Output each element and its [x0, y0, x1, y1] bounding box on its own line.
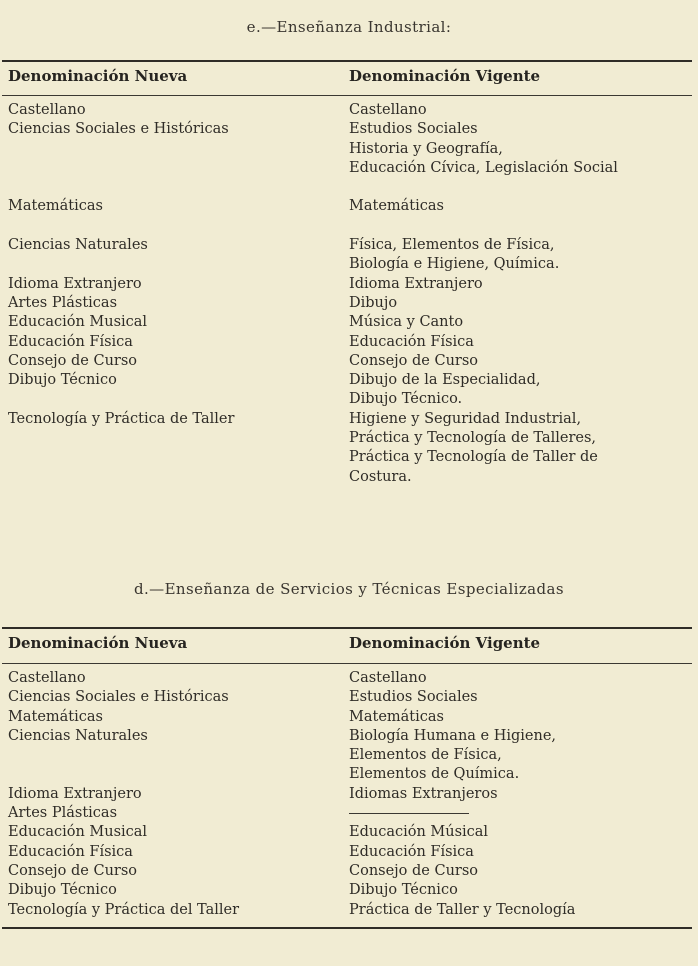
table-row: Dibujo Técnico	[349, 882, 458, 899]
section-e-column-new	[8, 101, 234, 429]
table-row: Práctica y Tecnología de Talleres,	[349, 430, 597, 447]
table-row: Dibujo Técnico	[8, 882, 117, 899]
table-row: Consejo de Curso	[8, 352, 138, 369]
section-d-header-new: Denominación Nueva	[8, 634, 188, 652]
table-row: Elementos de Física,	[349, 747, 502, 764]
table-row: Consejo de Curso	[8, 862, 138, 879]
section-e-title: e.—Enseñanza Industrial:	[246, 18, 452, 36]
table-row	[8, 159, 234, 178]
section-e-header-rule	[2, 95, 692, 96]
table-row	[349, 217, 618, 236]
table-row: Educación Musical	[8, 314, 148, 331]
table-row: Dibujo Técnico	[8, 372, 117, 389]
section-d-column-new	[8, 669, 239, 920]
table-row: Biología e Higiene, Química.	[349, 256, 560, 273]
section-d-bottom-rule	[2, 927, 692, 929]
table-row: Castellano	[349, 670, 427, 686]
table-row: Ciencias Sociales e Históricas	[8, 121, 229, 138]
table-row: Tecnología y Práctica del Taller	[8, 901, 240, 918]
table-row: Educación Física	[8, 843, 133, 860]
table-row: Física, Elementos de Física,	[349, 237, 555, 254]
table-row: Dibujo	[349, 294, 398, 311]
table-row: Estudios Sociales	[349, 121, 478, 138]
table-row	[8, 178, 234, 197]
table-row: Elementos de Química.	[349, 766, 520, 783]
table-row: Idiomas Extranjeros	[349, 785, 498, 802]
section-e-header-new: Denominación Nueva	[8, 67, 188, 85]
table-row: Dibujo de la Especialidad,	[349, 372, 541, 389]
table-row: Matemáticas	[349, 198, 444, 215]
table-row: Idioma Extranjero	[8, 275, 142, 292]
table-row	[8, 255, 234, 274]
table-row: Práctica y Tecnología de Taller de	[349, 449, 598, 466]
table-row: Matemáticas	[8, 708, 103, 725]
table-row: Matemáticas	[8, 198, 103, 215]
section-d-title: d.—Enseñanza de Servicios y Técnicas Especializadas	[134, 580, 564, 598]
section-d-column-current	[349, 669, 575, 920]
section-d-top-rule	[2, 627, 692, 629]
table-row: Educación Física	[349, 333, 474, 350]
table-row: Costura.	[349, 468, 412, 485]
table-row: Castellano	[349, 102, 427, 118]
table-row	[8, 390, 234, 409]
section-e-column-current	[349, 101, 618, 487]
table-row: Idioma Extranjero	[349, 275, 483, 292]
table-row: Educación Músical	[349, 824, 489, 841]
table-row: Educación Cívica, Legislación Social	[349, 159, 618, 176]
table-row: Castellano	[8, 102, 86, 118]
table-row: Consejo de Curso	[349, 352, 479, 369]
table-row: Historia y Geografía,	[349, 140, 503, 157]
table-row: Artes Plásticas	[8, 805, 118, 822]
section-e-top-rule	[2, 60, 692, 62]
table-row	[8, 765, 239, 784]
table-row: Tecnología y Práctica de Taller	[8, 410, 235, 427]
table-row: Higiene y Seguridad Industrial,	[349, 410, 582, 427]
table-row: Música y Canto	[349, 314, 464, 331]
table-row: Educación Musical	[8, 824, 148, 841]
table-row: Matemáticas	[349, 708, 444, 725]
table-row: Práctica de Taller y Tecnología	[349, 901, 576, 918]
table-row: Educación Física	[349, 843, 474, 860]
section-d-header-rule	[2, 663, 692, 664]
table-row: Biología Humana e Higiene,	[349, 727, 557, 744]
table-row: Ciencias Sociales e Históricas	[8, 689, 229, 706]
section-e-header-current: Denominación Vigente	[349, 67, 541, 85]
table-row: Dibujo Técnico.	[349, 391, 463, 408]
table-row	[349, 178, 618, 197]
table-row	[8, 746, 239, 765]
table-row: Consejo de Curso	[349, 862, 479, 879]
table-row: Castellano	[8, 670, 86, 686]
table-row: Ciencias Naturales	[8, 727, 148, 744]
table-row: Artes Plásticas	[8, 294, 118, 311]
table-row: Idioma Extranjero	[8, 785, 142, 802]
table-row	[8, 140, 234, 159]
section-d-header-current: Denominación Vigente	[349, 634, 541, 652]
blank-entry-line	[349, 804, 575, 823]
table-row	[8, 217, 234, 236]
table-row: Ciencias Naturales	[8, 237, 148, 254]
table-row: Estudios Sociales	[349, 689, 478, 706]
table-row: Educación Física	[8, 333, 133, 350]
